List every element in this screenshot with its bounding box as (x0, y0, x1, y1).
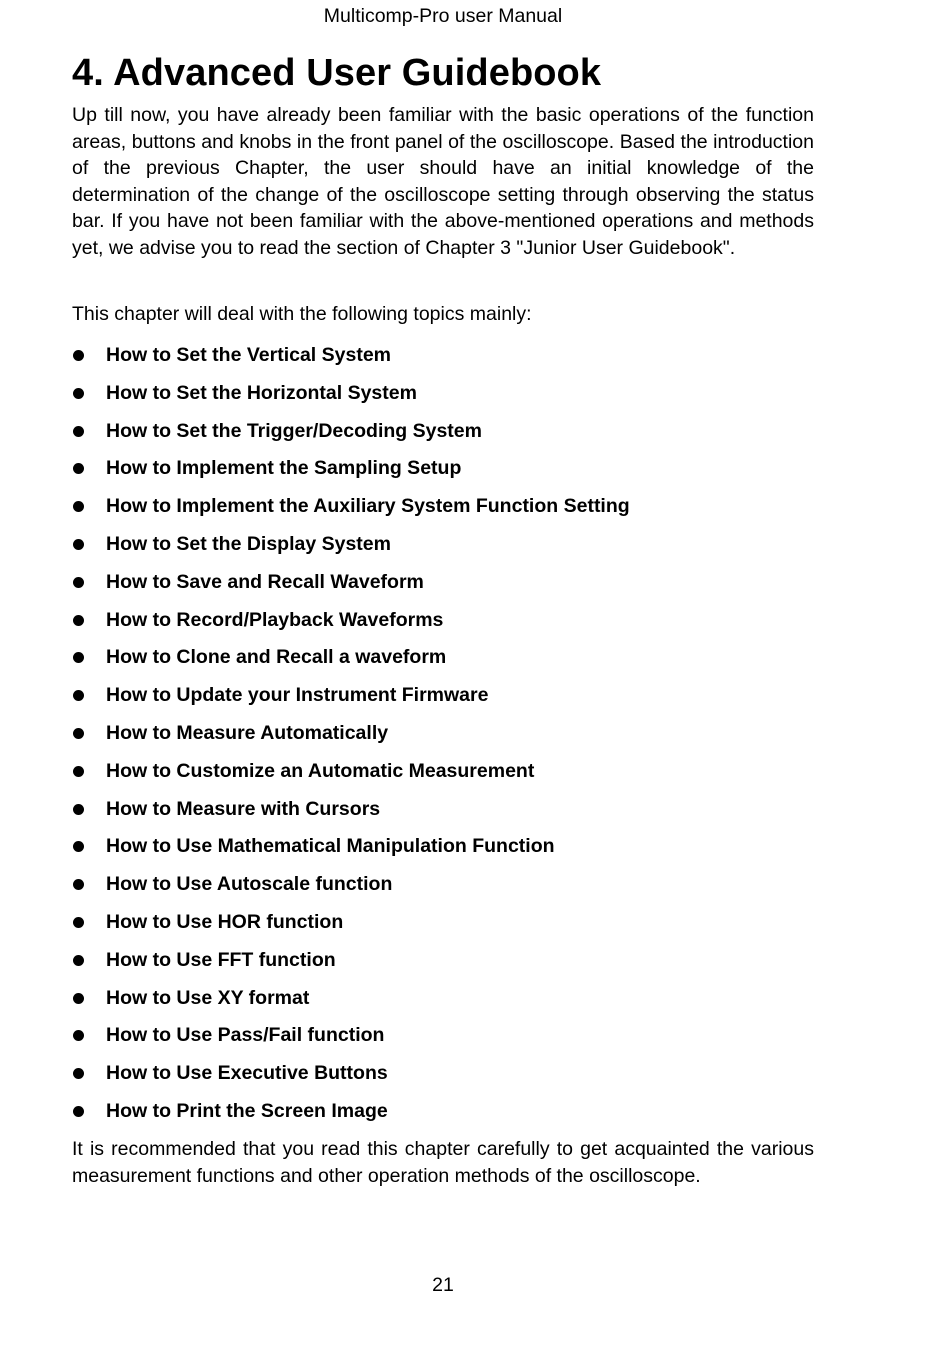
bullet-icon (73, 1106, 84, 1117)
topic-label: How to Use FFT function (106, 948, 336, 971)
list-item (72, 644, 630, 682)
list-item (72, 531, 630, 569)
list-item (72, 1022, 630, 1060)
topic-label: How to Use HOR function (106, 910, 344, 933)
page-number: 21 (432, 1274, 454, 1296)
topic-label: How to Use Autoscale function (106, 873, 393, 896)
list-item (72, 833, 630, 871)
bullet-icon (73, 841, 84, 852)
bullet-icon (73, 993, 84, 1004)
intro-paragraph: Up till now, you have already been familiar with the basic operations of the function areas, buttons and knobs in the front panel of the oscilloscope. Based the introduction of the previous Chapter, the user should have an initial knowledge of the determination of the change of the oscilloscope setting through observing the status bar. If you have not been familiar with the above-mentioned operations and methods yet, we advise you to read the section of Chapter 3 "Junior User Guidebook". (72, 104, 814, 259)
bullet-icon (73, 1068, 84, 1079)
bullet-icon (73, 463, 84, 474)
list-item (72, 871, 630, 909)
bullet-icon (73, 615, 84, 626)
list-item (72, 1098, 630, 1136)
topic-label: How to Use Pass/Fail function (106, 1024, 385, 1047)
list-item (72, 607, 630, 645)
bullet-icon (73, 766, 84, 777)
topic-label: How to Measure with Cursors (106, 797, 381, 820)
bullet-icon (73, 350, 84, 361)
list-item (72, 418, 630, 456)
bullet-icon (73, 879, 84, 890)
topic-label: How to Set the Horizontal System (106, 381, 417, 404)
list-item (72, 569, 630, 607)
list-item (72, 947, 630, 985)
topic-label: How to Set the Vertical System (106, 344, 392, 366)
list-item (72, 455, 630, 493)
list-item (72, 720, 630, 758)
list-item (72, 682, 630, 720)
topic-label: How to Set the Trigger/Decoding System (106, 419, 482, 442)
bullet-icon (73, 426, 84, 437)
list-item (72, 909, 630, 947)
topic-label: How to Record/Playback Waveforms (106, 608, 444, 631)
list-item (72, 380, 630, 418)
topic-label: How to Use XY format (106, 986, 310, 1009)
topic-label: How to Set the Display System (106, 532, 391, 555)
bullet-icon (73, 388, 84, 399)
list-item (72, 342, 630, 380)
topic-label: How to Use Executive Buttons (106, 1062, 388, 1085)
topic-label: How to Implement the Sampling Setup (106, 457, 462, 480)
bullet-icon (73, 690, 84, 701)
bullet-icon (73, 728, 84, 739)
topic-list (72, 342, 630, 1136)
topic-label: How to Measure Automatically (106, 721, 389, 744)
list-item (72, 985, 630, 1023)
list-item (72, 796, 630, 834)
topic-label: How to Update your Instrument Firmware (106, 684, 489, 707)
topic-label: How to Implement the Auxiliary System Function Setting (106, 495, 630, 518)
running-header: Multicomp-Pro user Manual (323, 5, 563, 27)
bullet-icon (73, 501, 84, 512)
topic-label: How to Print the Screen Image (106, 1099, 388, 1122)
bullet-icon (73, 804, 84, 815)
bullet-icon (73, 652, 84, 663)
topic-label: How to Save and Recall Waveform (106, 570, 424, 593)
topic-label: How to Use Mathematical Manipulation Function (106, 835, 555, 858)
bullet-icon (73, 577, 84, 588)
list-item (72, 1060, 630, 1098)
bullet-icon (73, 955, 84, 966)
bullet-icon (73, 1030, 84, 1041)
bullet-icon (73, 539, 84, 550)
list-item (72, 758, 630, 796)
bullet-icon (73, 917, 84, 928)
topic-label: How to Customize an Automatic Measurement (106, 759, 535, 782)
topics-lead-in: This chapter will deal with the following topics mainly: (72, 303, 532, 325)
topic-label: How to Clone and Recall a waveform (106, 646, 447, 669)
closing-paragraph: It is recommended that you read this chapter carefully to get acquainted the various measurement functions and other operation methods of the oscilloscope. (72, 1138, 814, 1187)
chapter-title: 4. Advanced User Guidebook (72, 52, 602, 94)
list-item (72, 493, 630, 531)
